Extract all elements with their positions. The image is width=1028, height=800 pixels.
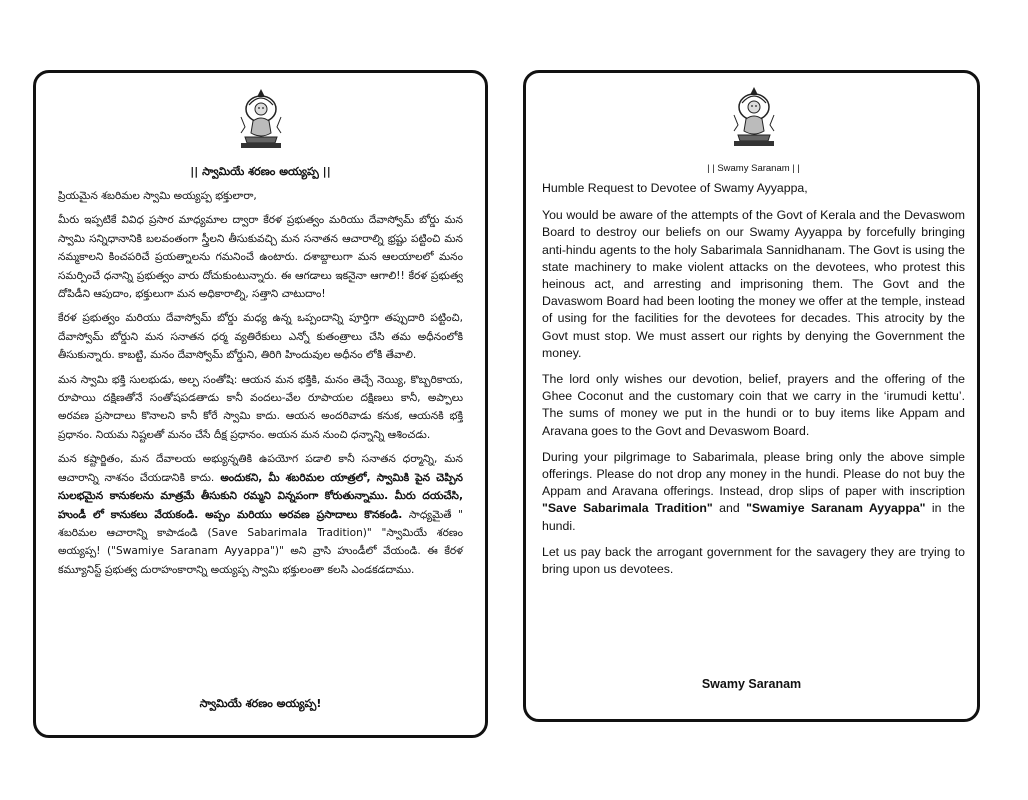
card-footer: స్వామియే శరణం అయ్యప్ప!: [199, 697, 322, 710]
ayyappa-emblem-icon: [728, 85, 780, 149]
telugu-body: [58, 187, 463, 579]
paragraph-4-bold: అందుకని, మీ శబరిమల యాత్రలో, స్వామికి పైన చెప్పిన సులభమైన కానుకలను మాత్రమే తీసుకుని రమ్మని విన్నపంగా కోరుతున్నాము. మీరు దయచేసి, హుండీ లో కానుకలు వేయకండి. అప్పం మరియు అరవణ ప్రసాదాలు కొనకండి.: [58, 471, 463, 521]
english-card: [523, 70, 980, 722]
card-header: | | Swamy Saranam | |: [707, 163, 800, 174]
card-header: || స్వామియే శరణం అయ్యప్ప ||: [190, 165, 331, 178]
paragraph-3: [542, 449, 965, 535]
paragraph-2: The lord only wishes our devotion, belief, prayers and the offering of the Ghee Coconut and the customary coin that we carry in the ‘irumudi kettu’. The sums of money we put in the hundi or to buy items like Appam and Aravana goes to the Govt and Devaswom Board.: [542, 372, 965, 438]
paragraph-4-intro: మన కష్టార్జితం, మన దేవాలయ అభ్యున్నతికి ఉపయోగ పడాలి కానీ సనాతన ధర్మాన్ని, మన ఆచారాన్ని నాశనం చేయడానికి కాదు.: [58, 453, 463, 484]
paragraph-3: మన స్వామి భక్తి సులభుడు, అల్ప సంతోషి: ఆయన మన భక్తికి, మనం తెచ్చే నెయ్యి, కొబ్బరికాయ, రూపాయి దక్షిణతోనే సంతోషపడతాడు కానీ వందలు-వేల రూపాయల దక్షిణలు కానీ, అప్పాలు అరవణ ప్రసాదాలు కొనాలని కానీ కోరే స్వామి కాదు. ఆయన అందరివాడు కనుక, ఆయనకి భక్తి ప్రధానం. నియమ నిష్టలతో మనం చేసే దీక్ష ప్రధానం. అయన మన నుంచి ధన్నాన్ని ఆశించడు.: [58, 373, 463, 441]
greeting: Humble Request to Devotee of Swamy Ayyappa,: [542, 181, 808, 195]
paragraph-4-rest: సాధ్యమైతే " శబరిమల ఆచారాన్ని కాపాడండి (Save Sabarimala Tradition)" "స్వామియే శరణం అయ్యప్ప! ("Swamiye Saranam Ayyappa")" అని వ్రాసి హుండీలో వేయండి. ఈ కేరళ కమ్యూనిస్ట్ ప్రభుత్వ దురాహంకారాన్ని అయ్యప్ప స్వామి భక్తులంతా కలసి ఎండకడదాము.: [58, 508, 463, 576]
paragraph-3-bold-1: "Save Sabarimala Tradition": [542, 501, 713, 516]
paragraph-4: [58, 450, 463, 579]
paragraph-3-text-a: During your pilgrimage to Sabarimala, please bring only the above simple offerings. Please do not drop any money in the hundi. Please do not buy the Appam and Aravana offerings. Instead, drop slips of paper with inscription: [542, 449, 965, 499]
paragraph-1: You would be aware of the attempts of the Govt of Kerala and the Devaswom Board to destroy our beliefs on our Swamy Ayyappa by forcefully bringing anti-hindu agents to the holy Sabarimala Sannidhanam. The Govt is using the state machinery to make violent attacks on the devotees, who protest this heinous act, and arresting and imprisoning them. The Govt and the Davaswom Board had been looting the money we offer at the temple, instead of using for the facilities for the devotees for decades. This atrocity by the Govt must stop. We must assert our rights by denying the Government the money.: [542, 208, 965, 360]
card-footer: Swamy Saranam: [701, 677, 802, 691]
ayyappa-emblem-icon: [235, 87, 287, 151]
english-body: [542, 180, 965, 578]
greeting: ప్రియమైన శబరిమల స్వామి అయ్యప్ప భక్తులారా,: [58, 190, 257, 202]
paragraph-3-text-c: in the hundi.: [542, 501, 965, 533]
paragraph-4: Let us pay back the arrogant government for the savagery they are trying to bring upon us devotees.: [542, 544, 965, 577]
paragraph-3-bold-2: "Swamiye Saranam Ayyappa": [746, 501, 926, 516]
paragraph-3-and: and: [712, 501, 747, 516]
paragraph-2: కేరళ ప్రభుత్వం మరియు దేవాస్వోమ్ బోర్డు మధ్య ఉన్న ఒప్పందాన్ని పూర్తిగా తప్పుదారి పట్టించి, దేవాస్వోమ్ బోర్డుని మన సనాతన ధర్మ వ్యతిరేకులు ఎన్నో కుతంత్రాలు చేసి తమ అధీనంలోకి తీసుకున్నారు. కాబట్టి, మనం దేవాస్వోమ్ బోర్డుని, తిరిగి హిందువుల అధీనం లోకి తేవాలి.: [58, 312, 463, 362]
paragraph-1: మీరు ఇప్పటికే వివిధ ప్రసార మాధ్యమాల ద్వారా కేరళ ప్రభుత్వం మరియు దేవాస్వోమ్ బోర్డు మన స్వామి సన్నిధానానికి బలవంతంగా స్త్రీలని తీసుకువచ్చి మన సనాతన ఆచారాల్ని భ్రష్టు పట్టించి మన నమ్మకాలని కించపరిచే ప్రయత్నాలను గమనించే ఉంటారు. దశాబ్దాలుగా మన ఆలయాలలో మనం సమర్పించే ధనాన్ని ప్రభుత్వం వారు దోచుకుంటున్నారు. ఈ ఆగడాలు ఇకనైనా ఆగాలి!! కేరళ ప్రభుత్వ దోపిడీని ఆపుదాం, భక్తులుగా మన అధికారాల్ని, సత్తాని చాటుదాం!: [58, 214, 463, 301]
telugu-card: [33, 70, 488, 738]
